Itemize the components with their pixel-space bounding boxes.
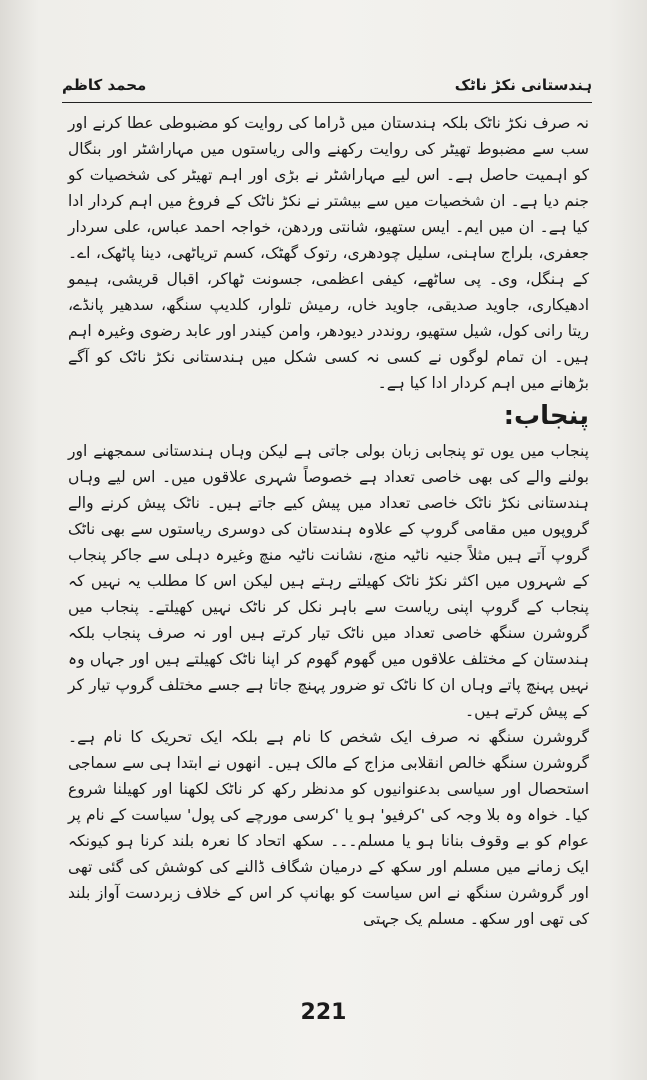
running-header	[62, 72, 592, 103]
paragraph-intro: نہ صرف نکڑ ناٹک بلکہ ہندستان میں ڈراما کی روایت کو مضبوطی عطا کرنے اور سب سے مضبوط تھیٹر کی روایت رکھنے والی ریاستوں میں مہاراشٹر اور بنگال کو اہمیت حاصل ہے۔ اس لیے مہاراشٹر نے بڑی اور اہم تھیٹر کی شخصیات کو جنم دیا ہے۔ ان شخصیات میں سے بیشتر نے نکڑ ناٹک کے فروغ میں اہم کردار ادا کیا ہے۔ ان میں ایم۔ ایس ستھیو، شانتی وردھن، خواجہ احمد عباس، علی سردار جعفری، بلراج ساہنی، سلیل چودھری، رتوک گھٹک، کسم تریاٹھی، دینا پاٹھک، اے۔ کے ہنگل، وی۔ پی ساٹھے، کیفی اعظمی، جسونت ٹھاکر، اقبال قریشی، ہیمو ادھیکاری، جاوید صدیقی، جاوید خاں، رمیش تلوار، کلدیپ سنگھ، سدھیر پانڈے، ریتا رانی کول، شیل ستھیو، رونددر دیودھر، وامن کیندر اور عابد رضوی وغیرہ اہم ہیں۔ ان تمام لوگوں نے کسی نہ کسی شکل میں ہندستانی نکڑ ناٹک کو آگے بڑھانے میں اہم کردار ادا کیا ہے۔	[68, 114, 589, 392]
author-name: محمد کاظم	[62, 76, 147, 94]
book-title: ہندستانی نکڑ ناٹک	[454, 76, 592, 94]
paragraph-punjab-2: گروشرن سنگھ نہ صرف ایک شخص کا نام ہے بلکہ ایک تحریک کا نام ہے۔ گروشرن سنگھ خالص انقلابی مزاج کے مالک ہیں۔ انھوں نے ابتدا ہی سے سماجی استحصال اور سیاسی بدعنوانیوں کو مدنظر رکھ کر ناٹک لکھنا اور کھیلنا شروع کیا۔ خواہ وہ بلا وجہ کی 'کرفیو' ہو یا 'کرسی مورچے کی پول' سیاست کے نام پر عوام کو بے وقوف بنانا ہو یا مسلم۔۔۔ سکھ اتحاد کا نعرہ بلند کرنا ہو کیونکہ ایک زمانے میں مسلم اور سکھ کے درمیان شگاف ڈالنے کی کوشش کی گئی تھی اور گروشرن سنگھ نے اس سیاست کو بھانپ کر اس کے خلاف زبردست آواز بلند کی تھی اور سکھ۔ مسلم یک جہتی	[68, 728, 589, 928]
section-heading: پنجاب:	[503, 401, 589, 431]
page-body	[68, 110, 589, 932]
paragraph-punjab-1: پنجاب میں یوں تو پنجابی زبان بولی جاتی ہے لیکن وہاں ہندستانی سمجھنے اور بولنے والے کی بھی خاصی تعداد ہے خصوصاً شہری علاقوں میں۔ اس لیے وہاں ہندستانی نکڑ ناٹک خاصی تعداد میں پیش کیے جاتے ہیں۔ ناٹک پیش کرنے والے گروپوں میں مقامی گروپ کے علاوہ ہندستان کی دوسری ریاستوں سے بھی ناٹک گروپ آتے ہیں مثلاً جنیہ ناٹیہ منچ، نشانت ناٹیہ منچ وغیرہ دہلی سے جاکر پنجاب کے شہروں میں اکثر نکڑ ناٹک کھیلتے رہتے ہیں لیکن اس کا مطلب یہ نہیں کہ پنجاب کے گروپ اپنی ریاست سے باہر نکل کر ناٹک نہیں کھیلتے۔ پنجاب میں گروشرن سنگھ خاصی تعداد میں ناٹک تیار کرتے ہیں اور نہ صرف پنجاب بلکہ ہندستان کے مختلف علاقوں میں گھوم گھوم کر اپنا ناٹک کھیلتے ہیں اور جہاں وہ نہیں پہنچ پاتے وہاں ان کا ناٹک تو ضرور پہنچ جاتا ہے جسے مختلف گروپ تیار کر کے پیش کرتے ہیں۔	[68, 442, 589, 720]
page-number: 221	[300, 1000, 347, 1025]
